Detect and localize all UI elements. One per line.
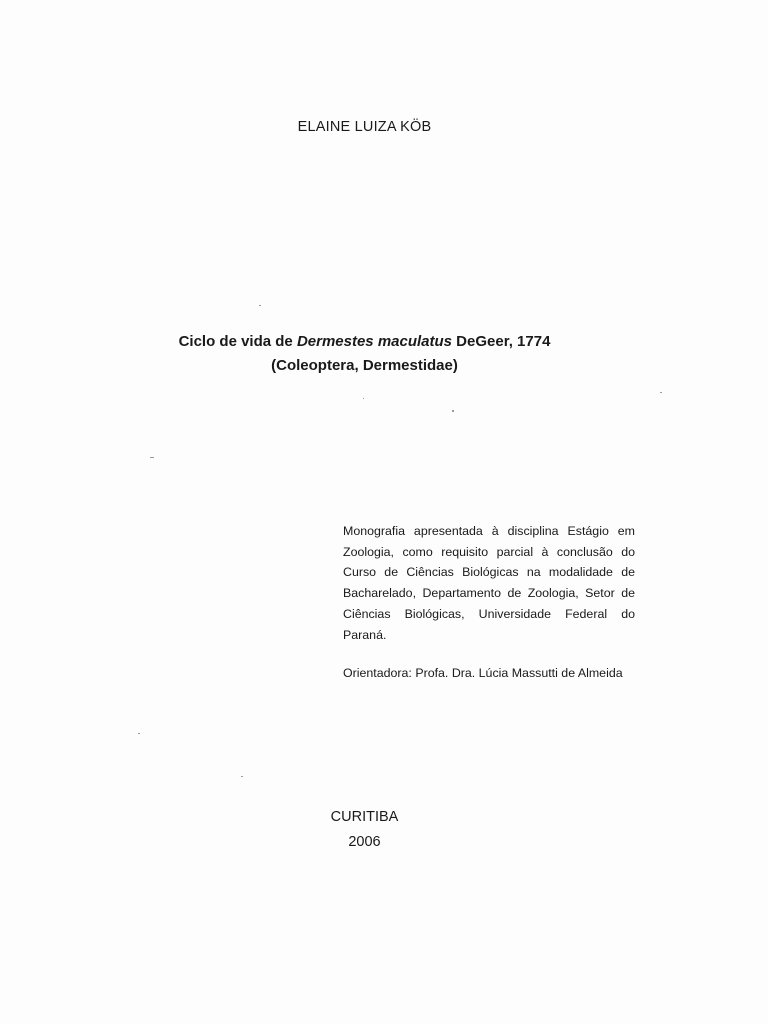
thesis-subtitle: (Coleoptera, Dermestidae) — [271, 357, 458, 374]
year: 2006 — [348, 834, 381, 850]
scan-speck — [241, 776, 243, 777]
title-prefix: Ciclo de vida de — [178, 333, 297, 350]
scan-speck — [363, 398, 364, 399]
author-name: ELAINE LUIZA KÖB — [297, 119, 432, 135]
scan-speck — [452, 410, 454, 412]
thesis-title — [0, 330, 729, 354]
scan-speck — [259, 305, 261, 306]
monograph-description: Monografia apresentada à disciplina Estágio em Zoologia, como requisito parcial à conclusão do Curso de Ciências Biológicas na modalidade de Bacharelado, Departamento de Zoologia, Setor de Ciências Biológicas, Universidade Federal do Paraná. — [343, 524, 635, 642]
title-suffix: DeGeer, 1774 — [452, 333, 551, 350]
city: CURITIBA — [330, 809, 399, 825]
species-name: Dermestes maculatus — [296, 333, 453, 350]
advisor-line: Orientadora: Profa. Dra. Lúcia Massutti de Almeida — [343, 666, 623, 680]
scan-speck — [660, 392, 662, 393]
scan-speck — [150, 457, 154, 458]
scan-speck — [138, 733, 140, 734]
